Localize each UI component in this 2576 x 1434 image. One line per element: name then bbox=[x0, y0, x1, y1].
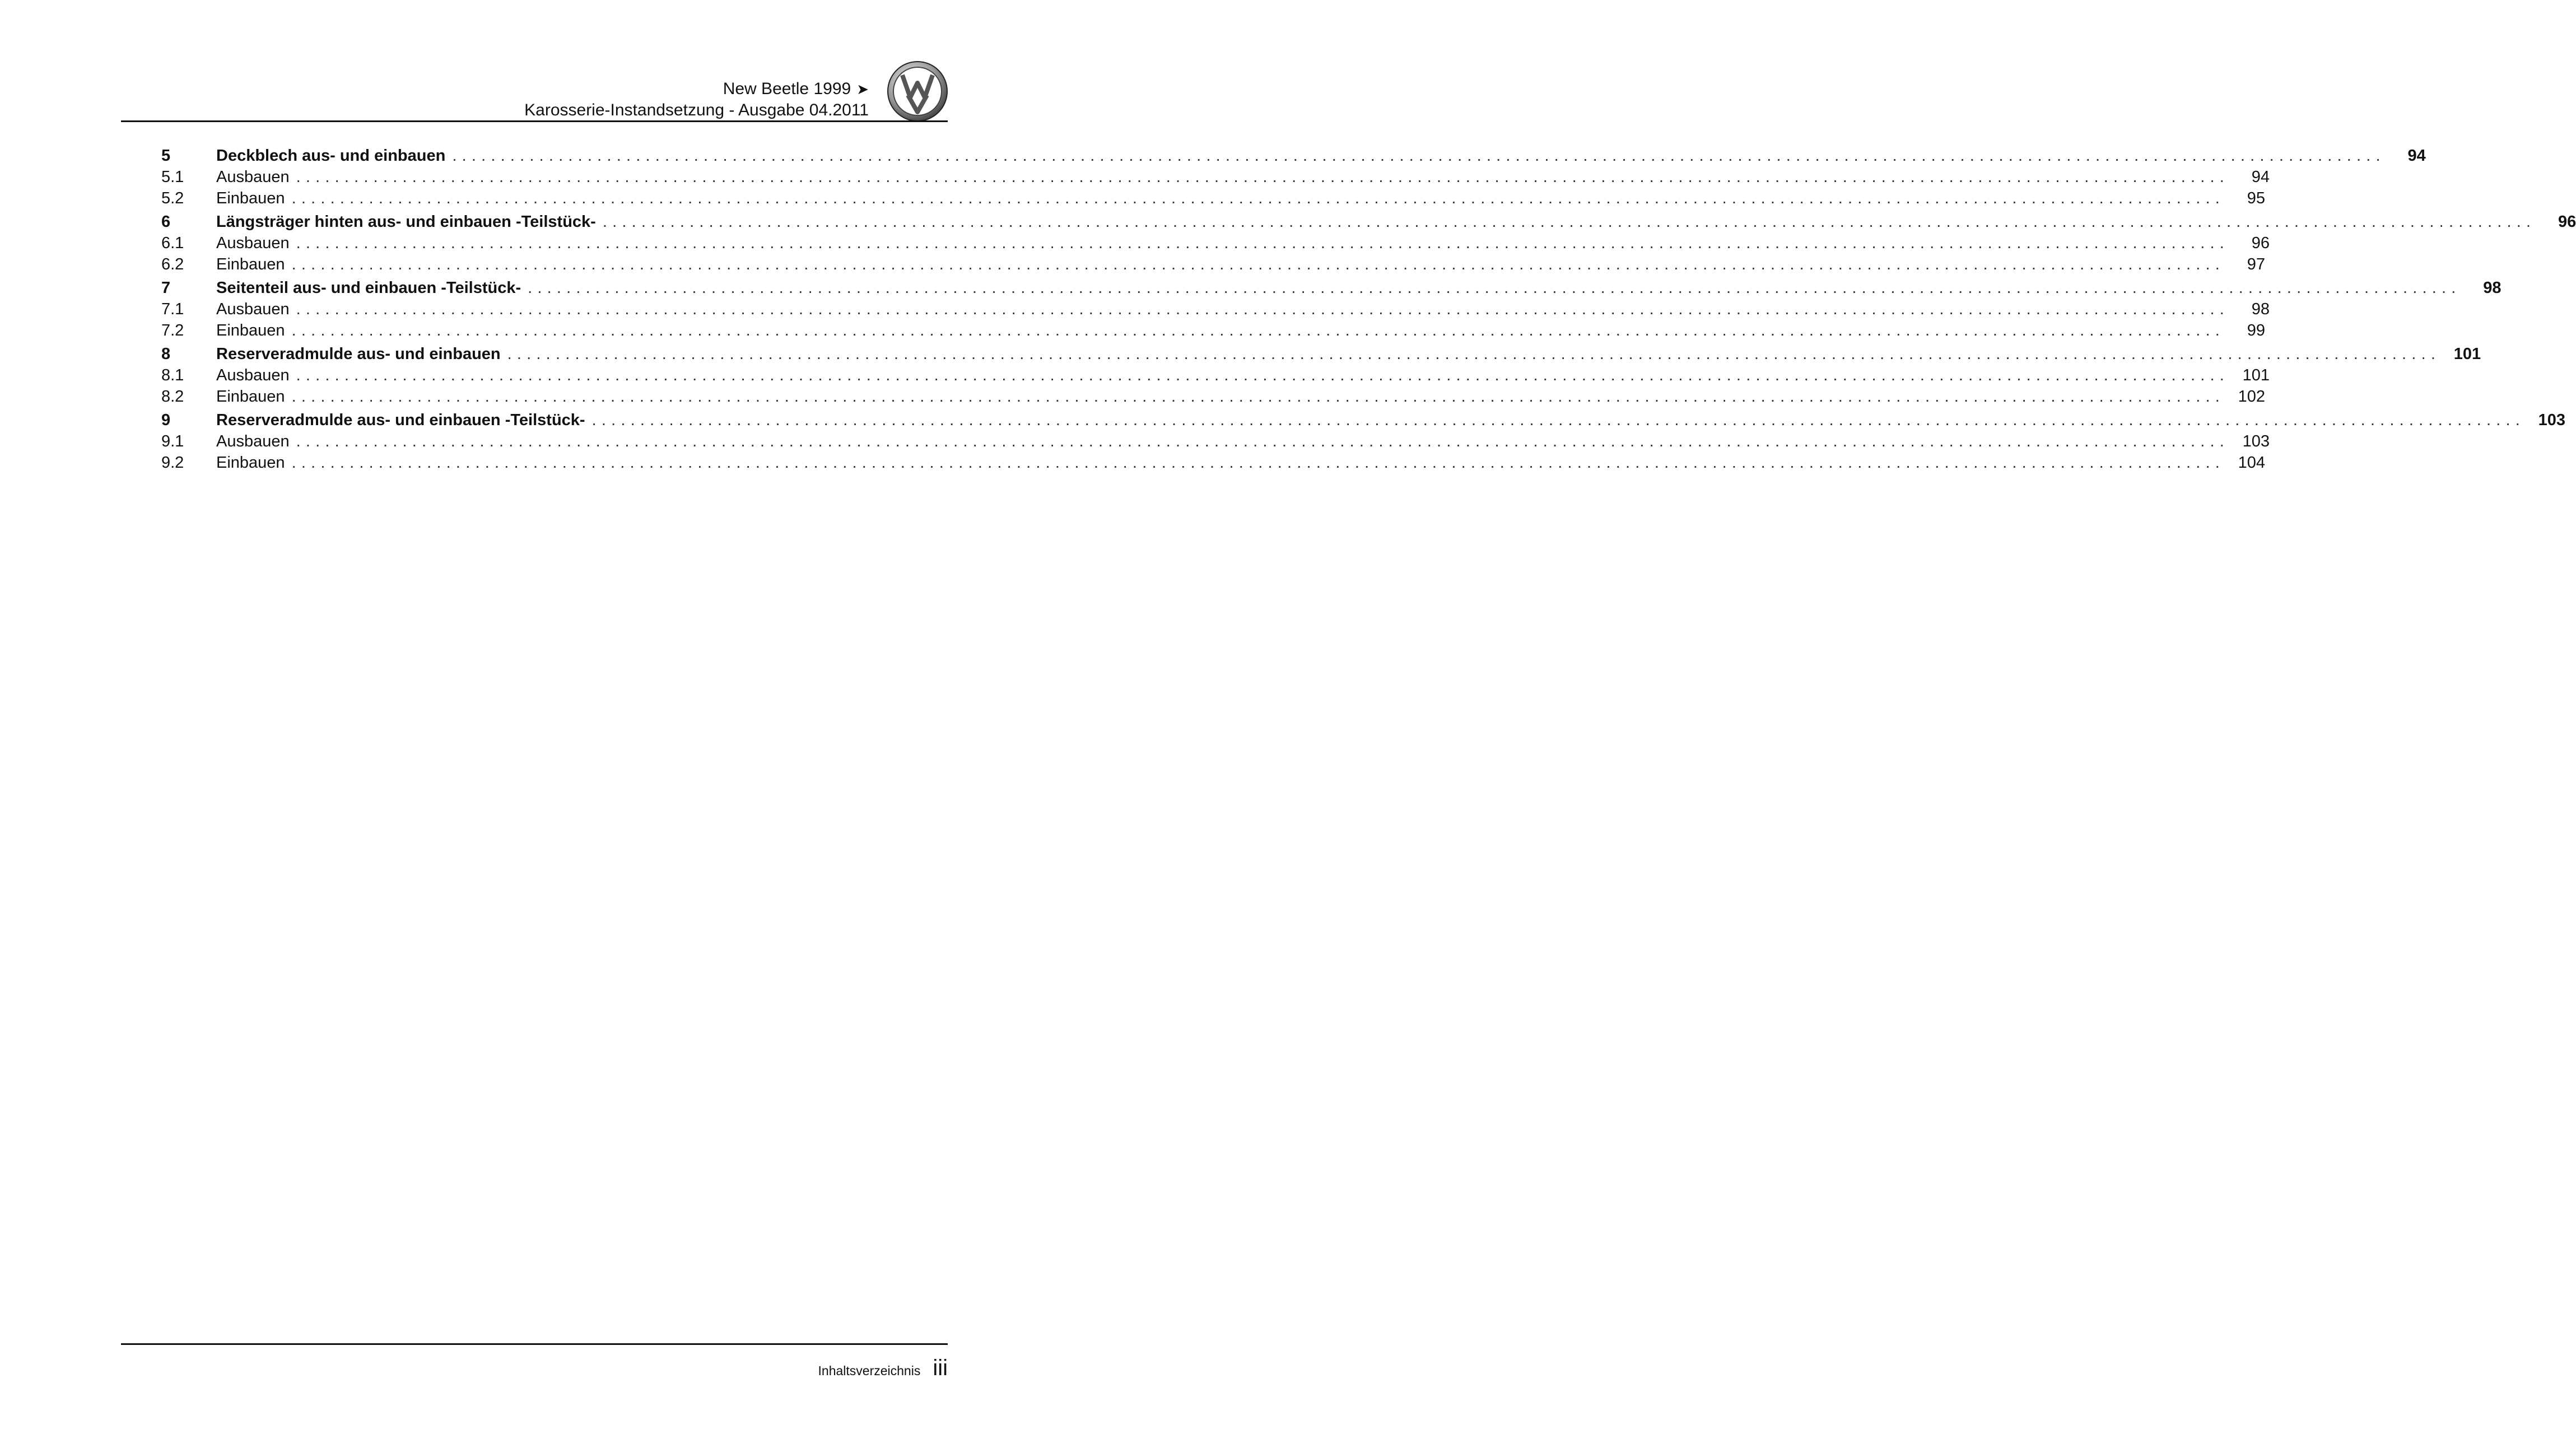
toc-chapter-entry[interactable] bbox=[161, 279, 2502, 300]
toc-entry-number: 8.2 bbox=[161, 388, 184, 406]
toc-chapter-entry[interactable] bbox=[161, 147, 2426, 168]
footer-section-name: Inhaltsverzeichnis bbox=[818, 1363, 921, 1378]
toc-entry-title: Seitenteil aus- und einbauen -Teilstück- bbox=[216, 279, 521, 297]
toc-entry-title: Ausbauen bbox=[216, 168, 290, 186]
toc-entry-page: 101 bbox=[2453, 345, 2481, 363]
toc-entry-title: Einbauen bbox=[216, 388, 285, 406]
toc-entry-page: 102 bbox=[2238, 388, 2265, 406]
toc-dot-leader: ........................................................................................................................................................................................................ bbox=[291, 255, 2225, 273]
toc-entry-number: 8 bbox=[161, 345, 171, 363]
toc-dot-leader: ........................................................................................................................................................................................................ bbox=[591, 411, 2526, 429]
toc-entry-page: 94 bbox=[2407, 147, 2426, 165]
toc-entry-title: Deckblech aus- und einbauen bbox=[216, 147, 446, 165]
toc-subentry[interactable] bbox=[161, 189, 2265, 211]
toc-entry-page: 99 bbox=[2247, 322, 2265, 339]
toc-dot-leader: ........................................................................................................................................................................................................ bbox=[291, 322, 2225, 339]
toc-entry-page: 101 bbox=[2242, 366, 2270, 384]
toc-subentry[interactable] bbox=[161, 366, 2270, 388]
header-subtitle: Karosserie-Instandsetzung - Ausgabe 04.2011 bbox=[524, 101, 869, 119]
document-header bbox=[524, 78, 869, 121]
header-model: New Beetle 1999 bbox=[723, 80, 851, 98]
toc-chapter-entry[interactable] bbox=[161, 213, 2576, 234]
toc-entry-number: 5 bbox=[161, 147, 171, 165]
toc-subentry[interactable] bbox=[161, 454, 2265, 475]
toc-subentry[interactable] bbox=[161, 255, 2265, 277]
toc-entry-title: Ausbauen bbox=[216, 366, 290, 384]
toc-entry-title: Einbauen bbox=[216, 454, 285, 472]
toc-entry-title: Längsträger hinten aus- und einbauen -Teilstück- bbox=[216, 213, 596, 231]
toc-subentry[interactable] bbox=[161, 234, 2270, 255]
toc-dot-leader: ........................................................................................................................................................................................................ bbox=[296, 366, 2230, 384]
vw-logo-icon bbox=[887, 60, 948, 122]
toc-subentry[interactable] bbox=[161, 432, 2270, 454]
toc-entry-title: Einbauen bbox=[216, 322, 285, 339]
toc-dot-leader: ........................................................................................................................................................................................................ bbox=[507, 345, 2441, 363]
toc-entry-page: 95 bbox=[2247, 189, 2265, 207]
toc-entry-title: Einbauen bbox=[216, 189, 285, 207]
header-divider bbox=[121, 120, 948, 122]
page-number: iii bbox=[933, 1356, 948, 1380]
toc-entry-number: 5.1 bbox=[161, 168, 184, 186]
toc-dot-leader: ........................................................................................................................................................................................................ bbox=[528, 279, 2461, 297]
toc-entry-page: 98 bbox=[2251, 300, 2270, 318]
toc-entry-number: 5.2 bbox=[161, 189, 184, 207]
toc-entry-page: 97 bbox=[2247, 255, 2265, 273]
toc-entry-number: 7 bbox=[161, 279, 171, 297]
toc-entry-number: 9.2 bbox=[161, 454, 184, 472]
toc-entry-page: 98 bbox=[2483, 279, 2502, 297]
page-footer bbox=[818, 1356, 948, 1381]
toc-entry-title: Reserveradmulde aus- und einbauen -Teilstück- bbox=[216, 411, 585, 429]
toc-dot-leader: ........................................................................................................................................................................................................ bbox=[296, 234, 2230, 252]
toc-subentry[interactable] bbox=[161, 388, 2265, 409]
toc-subentry[interactable] bbox=[161, 300, 2270, 322]
toc-chapter-entry[interactable] bbox=[161, 411, 2566, 432]
toc-dot-leader: ........................................................................................................................................................................................................ bbox=[296, 300, 2230, 318]
toc-dot-leader: ........................................................................................................................................................................................................ bbox=[452, 147, 2386, 165]
toc-entry-number: 7.2 bbox=[161, 322, 184, 339]
toc-chapter-entry[interactable] bbox=[161, 345, 2481, 366]
toc-dot-leader: ........................................................................................................................................................................................................ bbox=[296, 432, 2230, 450]
toc-entry-number: 8.1 bbox=[161, 366, 184, 384]
right-arrow-icon: ➤ bbox=[856, 81, 869, 97]
toc-entry-title: Ausbauen bbox=[216, 432, 290, 450]
toc-entry-number: 6 bbox=[161, 213, 171, 231]
toc-entry-page: 103 bbox=[2538, 411, 2566, 429]
toc-entry-title: Ausbauen bbox=[216, 300, 290, 318]
toc-entry-page: 104 bbox=[2238, 454, 2265, 472]
toc-entry-title: Reserveradmulde aus- und einbauen bbox=[216, 345, 501, 363]
toc-entry-page: 96 bbox=[2558, 213, 2576, 231]
toc-entry-page: 96 bbox=[2251, 234, 2270, 252]
toc-entry-page: 103 bbox=[2242, 432, 2270, 450]
header-model-line bbox=[524, 78, 869, 100]
toc-subentry[interactable] bbox=[161, 168, 2270, 189]
toc-dot-leader: ........................................................................................................................................................................................................ bbox=[291, 454, 2225, 472]
toc-subentry[interactable] bbox=[161, 322, 2265, 343]
toc-entry-number: 6.2 bbox=[161, 255, 184, 273]
toc-entry-number: 6.1 bbox=[161, 234, 184, 252]
toc-dot-leader: ........................................................................................................................................................................................................ bbox=[291, 388, 2225, 406]
toc-entry-title: Ausbauen bbox=[216, 234, 290, 252]
toc-entry-number: 9 bbox=[161, 411, 171, 429]
toc-dot-leader: ........................................................................................................................................................................................................ bbox=[291, 189, 2225, 207]
toc-entry-number: 9.1 bbox=[161, 432, 184, 450]
toc-dot-leader: ........................................................................................................................................................................................................ bbox=[296, 168, 2230, 186]
toc-entry-number: 7.1 bbox=[161, 300, 184, 318]
toc-entry-page: 94 bbox=[2251, 168, 2270, 186]
table-of-contents bbox=[161, 147, 2576, 475]
toc-entry-title: Einbauen bbox=[216, 255, 285, 273]
toc-dot-leader: ........................................................................................................................................................................................................ bbox=[602, 213, 2536, 231]
footer-divider bbox=[121, 1343, 948, 1345]
